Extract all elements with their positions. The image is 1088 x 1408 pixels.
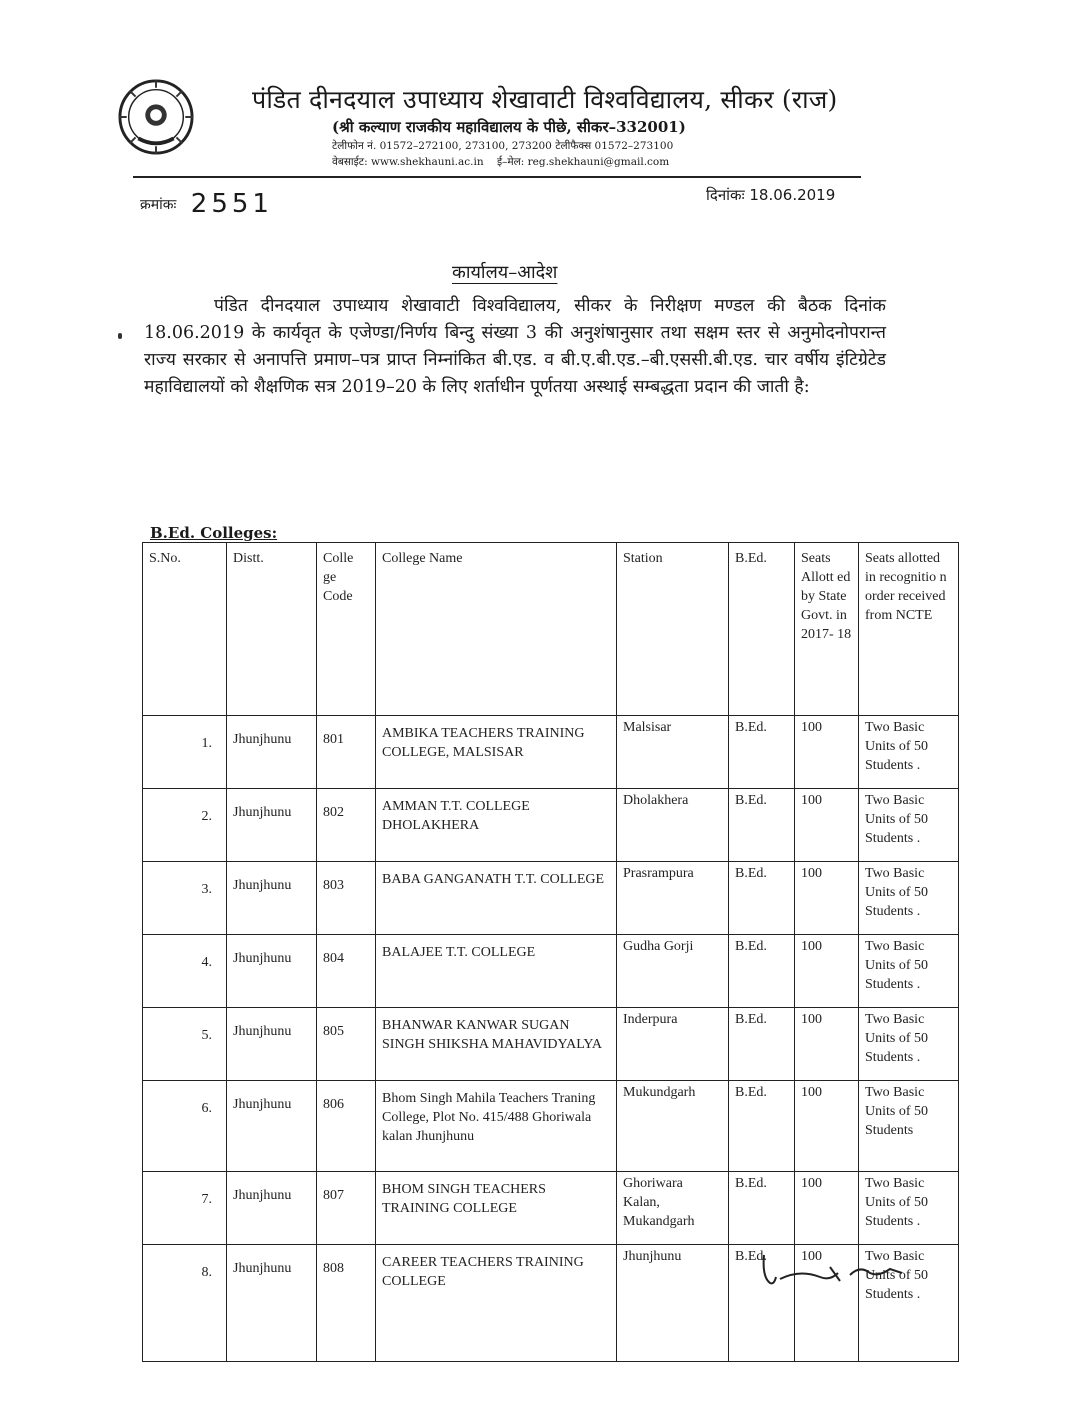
cell-college-name: BABA GANGANATH T.T. COLLEGE xyxy=(376,862,617,935)
colleges-table xyxy=(142,542,959,1362)
cell-station: Mukundgarh xyxy=(617,1081,729,1172)
university-phone: टेलीफोन नं. 01572–272100, 273100, 273200 टेलीफैक्स 01572–273100 xyxy=(332,140,674,152)
cell-seats: 100 xyxy=(795,935,859,1008)
order-title: कार्यालय–आदेश xyxy=(452,262,558,283)
column-header: Colle ge Code xyxy=(317,543,376,716)
cell-distt: Jhunjhunu xyxy=(227,862,317,935)
cell-college-name: AMBIKA TEACHERS TRAINING COLLEGE, MALSISAR xyxy=(376,716,617,789)
reference-value: 2551 xyxy=(190,189,273,219)
column-header: B.Ed. xyxy=(729,543,795,716)
cell-course: B.Ed. xyxy=(729,1172,795,1245)
cell-station: Malsisar xyxy=(617,716,729,789)
cell-distt: Jhunjhunu xyxy=(227,1081,317,1172)
cell-code: 808 xyxy=(317,1245,376,1362)
cell-ncte: Two Basic Units of 50 Students . xyxy=(859,862,959,935)
section-title: B.Ed. Colleges: xyxy=(150,524,278,542)
cell-distt: Jhunjhunu xyxy=(227,1172,317,1245)
cell-sno: 5. xyxy=(143,1008,227,1081)
cell-code: 806 xyxy=(317,1081,376,1172)
cell-college-name: Bhom Singh Mahila Teachers Traning College, Plot No. 415/488 Ghoriwala kalan Jhunjhunu xyxy=(376,1081,617,1172)
cell-sno: 2. xyxy=(143,789,227,862)
cell-seats: 100 xyxy=(795,1008,859,1081)
cell-seats: 100 xyxy=(795,862,859,935)
column-header: Station xyxy=(617,543,729,716)
table-row xyxy=(143,1008,959,1081)
cell-ncte: Two Basic Units of 50 Students . xyxy=(859,935,959,1008)
cell-ncte: Two Basic Units of 50 Students . xyxy=(859,1008,959,1081)
cell-ncte: Two Basic Units of 50 Students . xyxy=(859,789,959,862)
column-header: Seats allotted in recognitio n order received from NCTE xyxy=(859,543,959,716)
cell-station: Ghoriwara Kalan, Mukandgarh xyxy=(617,1172,729,1245)
table-row xyxy=(143,935,959,1008)
cell-station: Gudha Gorji xyxy=(617,935,729,1008)
cell-course: B.Ed. xyxy=(729,716,795,789)
cell-distt: Jhunjhunu xyxy=(227,1008,317,1081)
cell-course: B.Ed. xyxy=(729,789,795,862)
cell-college-name: BHANWAR KANWAR SUGAN SINGH SHIKSHA MAHAVIDYALYA xyxy=(376,1008,617,1081)
cell-seats: 100 xyxy=(795,1245,859,1362)
order-body-text: पंडित दीनदयाल उपाध्याय शेखावाटी विश्वविद्यालय, सीकर के निरीक्षण मण्डल की बैठक दिनांक 18.06.2019 के कार्यवृत के एजेण्डा/निर्णय बिन्दु संख्या 3 की अनुशंषानुसार तथा सक्षम स्तर से अनुमोदनोपरान्त राज्य सरकार से अनापत्ति प्रमाण–पत्र प्राप्त निम्नांकित बी.एड. व बी.ए.बी.एड.–बी.एससी.बी.एड. चार वर्षीय इंटिग्रेटेड महाविद्यालयों को शैक्षणिक सत्र 2019–20 के लिए शर्ताधीन पूर्णतया अस्थाई सम्बद्धता प्रदान की जाती है: xyxy=(144,296,886,397)
cell-seats: 100 xyxy=(795,716,859,789)
cell-college-name: BHOM SINGH TEACHERS TRAINING COLLEGE xyxy=(376,1172,617,1245)
cell-sno: 6. xyxy=(143,1081,227,1172)
cell-seats: 100 xyxy=(795,1081,859,1172)
header-divider xyxy=(133,176,861,178)
order-date: दिनांकः 18.06.2019 xyxy=(706,186,836,204)
cell-college-name: AMMAN T.T. COLLEGE DHOLAKHERA xyxy=(376,789,617,862)
cell-code: 805 xyxy=(317,1008,376,1081)
order-body xyxy=(144,293,886,401)
cell-distt: Jhunjhunu xyxy=(227,716,317,789)
cell-station: Inderpura xyxy=(617,1008,729,1081)
cell-sno: 1. xyxy=(143,716,227,789)
column-header: Distt. xyxy=(227,543,317,716)
reference-label: क्रमांकः xyxy=(140,197,177,213)
cell-course: B.Ed. xyxy=(729,1245,795,1362)
email-link[interactable]: ई–मेल: reg.shekhauni@gmail.com xyxy=(496,156,670,168)
ink-dot xyxy=(118,333,122,339)
cell-ncte: Two Basic Units of 50 Students xyxy=(859,1081,959,1172)
table-row xyxy=(143,789,959,862)
cell-sno: 7. xyxy=(143,1172,227,1245)
cell-station: Dholakhera xyxy=(617,789,729,862)
table-row xyxy=(143,1172,959,1245)
cell-station: Prasrampura xyxy=(617,862,729,935)
table-row xyxy=(143,716,959,789)
cell-code: 801 xyxy=(317,716,376,789)
cell-distt: Jhunjhunu xyxy=(227,1245,317,1362)
cell-code: 802 xyxy=(317,789,376,862)
university-name: पंडित दीनदयाल उपाध्याय शेखावाटी विश्वविद्यालय, सीकर (राज) xyxy=(252,85,838,114)
cell-sno: 3. xyxy=(143,862,227,935)
column-header: Seats Allott ed by State Govt. in 2017- 18 xyxy=(795,543,859,716)
cell-college-name: BALAJEE T.T. COLLEGE xyxy=(376,935,617,1008)
cell-ncte: Two Basic Units of 50 Students . xyxy=(859,1245,959,1362)
university-address: (श्री कल्याण राजकीय महाविद्यालय के पीछे, सीकर–332001) xyxy=(332,118,686,136)
cell-course: B.Ed. xyxy=(729,935,795,1008)
cell-seats: 100 xyxy=(795,1172,859,1245)
university-contact xyxy=(332,155,679,169)
cell-college-name: CAREER TEACHERS TRAINING COLLEGE xyxy=(376,1245,617,1362)
column-header: S.No. xyxy=(143,543,227,716)
cell-code: 807 xyxy=(317,1172,376,1245)
cell-station: Jhunjhunu xyxy=(617,1245,729,1362)
university-logo xyxy=(117,78,195,156)
cell-ncte: Two Basic Units of 50 Students . xyxy=(859,1172,959,1245)
website-link[interactable]: वेबसाईट: www.shekhauni.ac.in xyxy=(332,156,484,168)
table-header-row xyxy=(143,543,959,716)
reference-number xyxy=(140,186,273,219)
cell-distt: Jhunjhunu xyxy=(227,789,317,862)
cell-ncte: Two Basic Units of 50 Students . xyxy=(859,716,959,789)
cell-code: 804 xyxy=(317,935,376,1008)
cell-course: B.Ed. xyxy=(729,1008,795,1081)
table-row xyxy=(143,1081,959,1172)
table-row xyxy=(143,862,959,935)
cell-sno: 4. xyxy=(143,935,227,1008)
signature xyxy=(760,1247,910,1292)
cell-sno: 8. xyxy=(143,1245,227,1362)
cell-course: B.Ed. xyxy=(729,1081,795,1172)
cell-course: B.Ed. xyxy=(729,862,795,935)
cell-code: 803 xyxy=(317,862,376,935)
cell-distt: Jhunjhunu xyxy=(227,935,317,1008)
column-header: College Name xyxy=(376,543,617,716)
cell-seats: 100 xyxy=(795,789,859,862)
